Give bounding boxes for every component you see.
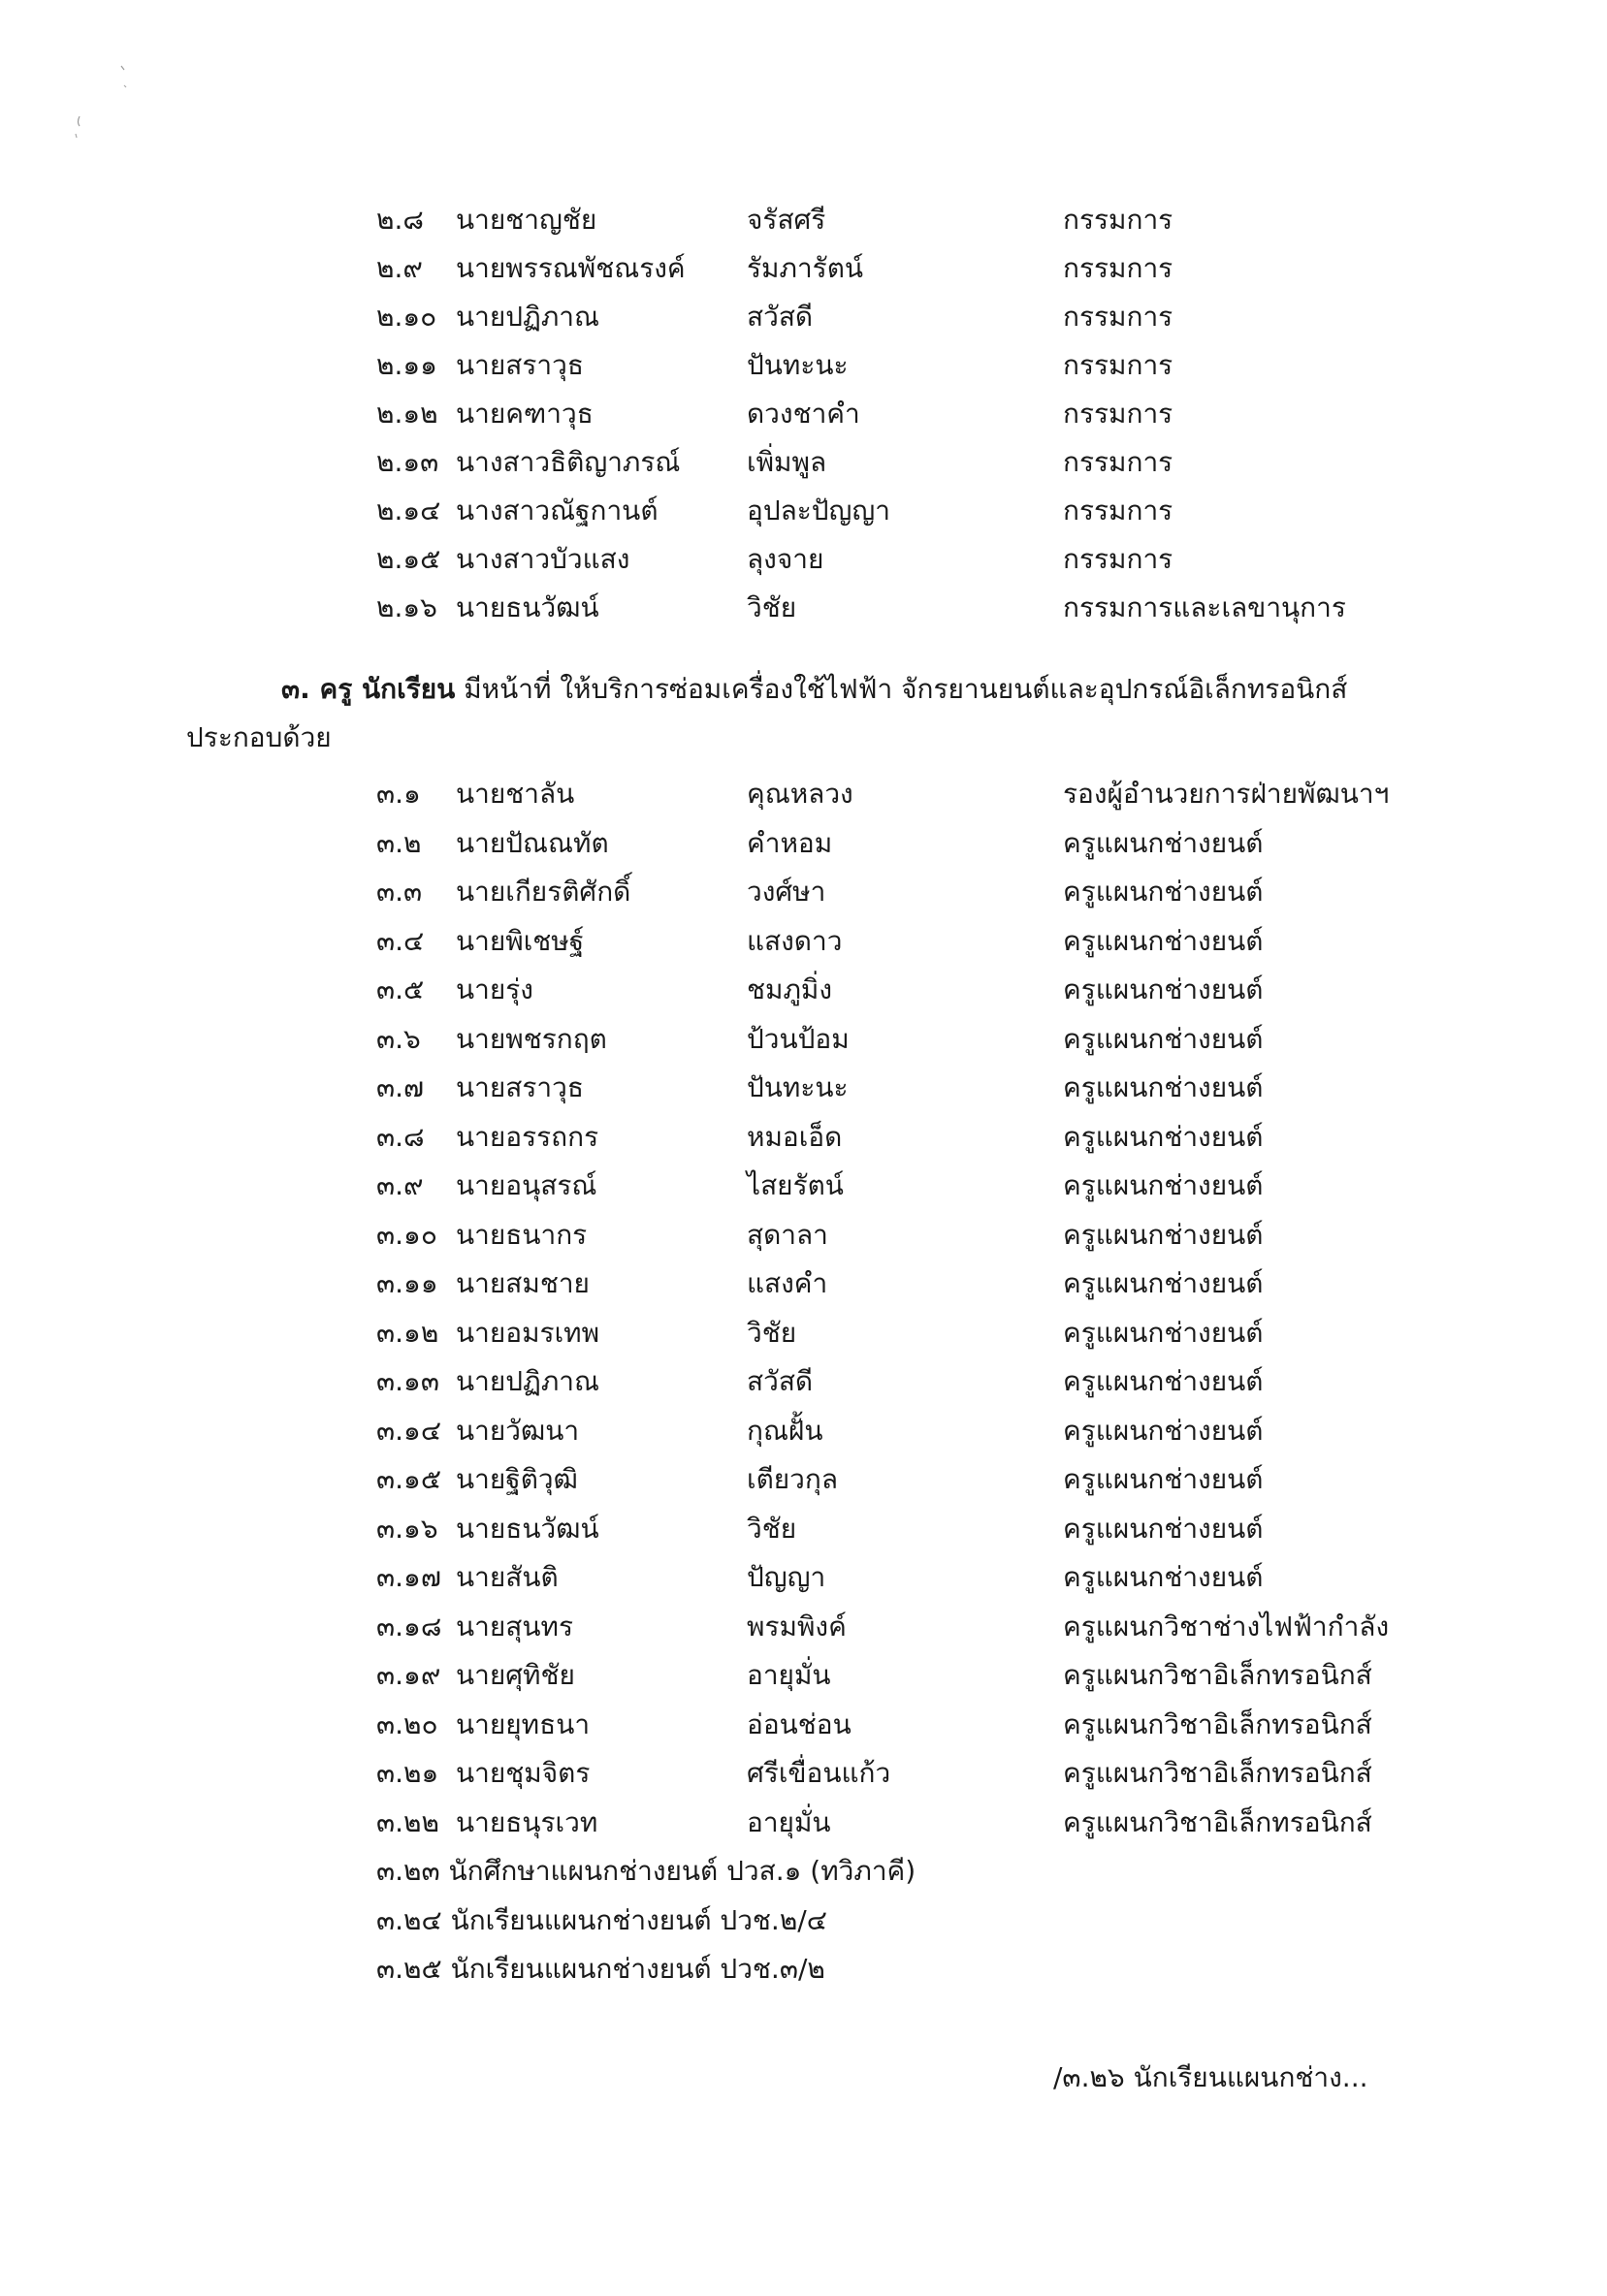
table-row: [0, 1064, 1607, 1112]
first-name: นายสมชาย: [456, 1267, 590, 1299]
last-name: สุดาลา: [747, 1219, 828, 1251]
table-row: [0, 1553, 1607, 1602]
role: ครูแผนกช่างยนต์: [1063, 973, 1264, 1005]
table-row: [0, 966, 1607, 1014]
item-number: ๓.๑๓: [376, 1365, 439, 1397]
last-name: แสงดาว: [747, 925, 843, 957]
table-row: [0, 1260, 1607, 1308]
item-number: ๒.๑๒: [376, 398, 438, 430]
table-row: [0, 1701, 1607, 1749]
table-row: [0, 1309, 1607, 1357]
item-number: ๓.๑๔: [376, 1415, 442, 1447]
item-number: ๓.๑๑: [376, 1267, 438, 1299]
first-name: นายเกียรติศักดิ์: [456, 876, 631, 908]
item-number: ๓.๒๐: [376, 1708, 438, 1740]
first-name: นายธนวัฒน์: [456, 591, 599, 623]
role: ครูแผนกวิชาอิเล็กทรอนิกส์: [1063, 1806, 1372, 1838]
last-name: ดวงชาคำ: [747, 398, 860, 430]
item-number: ๒.๑๓: [376, 446, 439, 478]
role: ครูแผนกช่างยนต์: [1063, 1071, 1264, 1103]
last-name: ปันทะนะ: [747, 349, 849, 381]
role: ครูแผนกช่างยนต์: [1063, 1317, 1264, 1349]
last-name: จรัสศรี: [747, 204, 826, 236]
first-name: นางสาวณัฐกานต์: [456, 494, 659, 526]
list-item: [0, 1945, 1607, 1993]
last-name: วิชัย: [747, 1513, 797, 1545]
first-name: นายชาลัน: [456, 778, 575, 810]
first-name: นายสุนทร: [456, 1610, 573, 1642]
last-name: ศรีเขื่อนแก้ว: [747, 1757, 891, 1789]
first-name: นายธนุรเวท: [456, 1806, 598, 1838]
first-name: นายยุทธนา: [456, 1708, 591, 1740]
first-name: นายรุ่ง: [456, 973, 533, 1005]
last-name: ปันทะนะ: [747, 1071, 849, 1103]
role: ครูแผนกช่างยนต์: [1063, 1365, 1264, 1397]
item-number: ๒.๑๕: [376, 543, 441, 575]
table-row: [0, 819, 1607, 868]
first-name: นายฐิติวุฒิ: [456, 1463, 578, 1495]
last-name: อ่อนช่อน: [747, 1708, 852, 1740]
table-row: [0, 1357, 1607, 1406]
table-row: [0, 1015, 1607, 1064]
last-name: ไสยรัตน์: [747, 1169, 844, 1201]
table-row: [0, 917, 1607, 966]
last-name: อายุมั่น: [747, 1806, 831, 1838]
table-row: [0, 1211, 1607, 1260]
role: ครูแผนกช่างยนต์: [1063, 1463, 1264, 1495]
last-name: วิชัย: [747, 1317, 797, 1349]
item-number: ๒.๙: [376, 252, 423, 284]
item-number: ๓.๑๐: [376, 1219, 437, 1251]
table-row: [0, 1603, 1607, 1651]
role: ครูแผนกช่างยนต์: [1063, 1415, 1264, 1447]
last-name: ชมภูมิ่ง: [747, 973, 833, 1005]
role: ครูแผนกช่างยนต์: [1063, 1121, 1264, 1153]
role: กรรมการ: [1063, 446, 1173, 478]
item-number: ๓.๑๘: [376, 1610, 442, 1642]
last-name: กุณฝั้น: [747, 1415, 823, 1447]
table-row: [0, 1407, 1607, 1455]
continuation-note: /๓.๒๖ นักเรียนแผนกช่าง...: [1053, 2061, 1368, 2093]
last-name: รัมภารัตน์: [747, 252, 864, 284]
first-name: นายปฏิภาณ: [456, 1365, 599, 1397]
item-number: ๓.๙: [376, 1169, 424, 1201]
last-name: อุปละปัญญา: [747, 494, 890, 526]
role: รองผู้อำนวยการฝ่ายพัฒนาฯ: [1063, 778, 1390, 810]
item-number: ๓.๘: [376, 1121, 425, 1153]
first-name: นายชาญชัย: [456, 204, 597, 236]
last-name: ลุงจาย: [747, 543, 824, 575]
role: ครูแผนกช่างยนต์: [1063, 1267, 1264, 1299]
role: กรรมการ: [1063, 204, 1173, 236]
item-number: ๒.๑๔: [376, 494, 441, 526]
item-number: ๒.๑๑: [376, 349, 437, 381]
table-row: [0, 1651, 1607, 1700]
table-row: [0, 1749, 1607, 1798]
first-name: นายปัณณทัต: [456, 827, 609, 859]
last-name: หมอเอ็ด: [747, 1121, 843, 1153]
role: ครูแผนกช่างยนต์: [1063, 925, 1264, 957]
table-row: [0, 487, 1607, 535]
item-number: ๓.๑๙: [376, 1659, 441, 1691]
role: กรรมการ: [1063, 349, 1173, 381]
table-row: [0, 1505, 1607, 1553]
first-name: นายวัฒนา: [456, 1415, 580, 1447]
item-number: ๓.๗: [376, 1071, 425, 1103]
section-3-intro-line: [281, 665, 1347, 714]
first-name: นายพชรกฤต: [456, 1023, 607, 1055]
student-group: ๓.๒๔ นักเรียนแผนกช่างยนต์ ปวช.๒/๔: [376, 1904, 827, 1936]
role: ครูแผนกช่างยนต์: [1063, 876, 1264, 908]
role: ครูแผนกช่างยนต์: [1063, 1219, 1264, 1251]
section-3-duty-text: มีหน้าที่ ให้บริการซ่อมเครื่องใช้ไฟฟ้า จักรยานยนต์และอุปกรณ์อิเล็กทรอนิกส์: [455, 673, 1348, 705]
last-name: วงศ์ษา: [747, 876, 826, 908]
last-name: ปัญญา: [747, 1561, 826, 1593]
role: ครูแผนกวิชาอิเล็กทรอนิกส์: [1063, 1659, 1372, 1691]
section-3-heading: ๓. ครู นักเรียน: [281, 673, 456, 705]
item-number: ๓.๑๖: [376, 1513, 438, 1545]
table-row: [0, 1455, 1607, 1504]
last-name: คำหอม: [747, 827, 833, 859]
role: กรรมการ: [1063, 494, 1173, 526]
last-name: สวัสดี: [747, 301, 814, 333]
role: ครูแผนกช่างยนต์: [1063, 1023, 1264, 1055]
role: ครูแผนกช่างยนต์: [1063, 1513, 1264, 1545]
student-group: ๓.๒๕ นักเรียนแผนกช่างยนต์ ปวช.๓/๒: [376, 1953, 825, 1985]
item-number: ๒.๘: [376, 204, 424, 236]
first-name: นายคฑาวุธ: [456, 398, 594, 430]
first-name: นายปฏิภาณ: [456, 301, 599, 333]
role: กรรมการและเลขานุการ: [1063, 591, 1346, 623]
item-number: ๓.๒๑: [376, 1757, 439, 1789]
item-number: ๓.๓: [376, 876, 423, 908]
first-name: นางสาวบัวแสง: [456, 543, 630, 575]
table-row: [0, 868, 1607, 916]
last-name: สวัสดี: [747, 1365, 814, 1397]
first-name: นายสันติ: [456, 1561, 559, 1593]
first-name: นายพิเชษฐ์: [456, 925, 585, 957]
first-name: นางสาวธิติญาภรณ์: [456, 446, 681, 478]
item-number: ๒.๑๖: [376, 591, 437, 623]
first-name: นายอรรถกร: [456, 1121, 599, 1153]
table-row: [0, 1799, 1607, 1847]
first-name: นายธนากร: [456, 1219, 588, 1251]
table-row: [0, 244, 1607, 293]
table-row: [0, 293, 1607, 341]
table-row: [0, 196, 1607, 244]
item-number: ๓.๑๗: [376, 1561, 441, 1593]
item-number: ๒.๑๐: [376, 301, 437, 333]
role: ครูแผนกวิชาอิเล็กทรอนิกส์: [1063, 1757, 1372, 1789]
table-row: [0, 770, 1607, 818]
first-name: นายอมรเทพ: [456, 1317, 600, 1349]
student-group: ๓.๒๓ นักศึกษาแผนกช่างยนต์ ปวส.๑ (ทวิภาคี): [376, 1855, 916, 1887]
last-name: วิชัย: [747, 591, 797, 623]
first-name: นายสราวุธ: [456, 349, 584, 381]
last-name: คุณหลวง: [747, 778, 853, 810]
role: ครูแผนกช่างยนต์: [1063, 827, 1264, 859]
last-name: พรมพิงค์: [747, 1610, 847, 1642]
list-item: [0, 1847, 1607, 1896]
table-row: [0, 535, 1607, 584]
item-number: ๓.๒: [376, 827, 422, 859]
item-number: ๓.๑๒: [376, 1317, 439, 1349]
role: ครูแผนกวิชาอิเล็กทรอนิกส์: [1063, 1708, 1372, 1740]
first-name: นายอนุสรณ์: [456, 1169, 597, 1201]
section-3-intro-continuation: ประกอบด้วย: [186, 721, 332, 753]
item-number: ๓.๑๕: [376, 1463, 442, 1495]
item-number: ๓.๖: [376, 1023, 421, 1055]
last-name: แสงคำ: [747, 1267, 828, 1299]
table-row: [0, 1113, 1607, 1162]
role: กรรมการ: [1063, 398, 1173, 430]
list-item: [0, 1897, 1607, 1945]
table-row: [0, 390, 1607, 438]
role: กรรมการ: [1063, 301, 1173, 333]
scan-marks: [68, 58, 145, 145]
last-name: อายุมั่น: [747, 1659, 831, 1691]
table-row: [0, 1162, 1607, 1210]
first-name: นายธนวัฒน์: [456, 1513, 599, 1545]
first-name: นายศุทิชัย: [456, 1659, 575, 1691]
first-name: นายชุมจิตร: [456, 1757, 591, 1789]
table-row: [0, 341, 1607, 390]
first-name: นายพรรณพัชณรงค์: [456, 252, 686, 284]
role: กรรมการ: [1063, 252, 1173, 284]
role: ครูแผนกวิชาช่างไฟฟ้ากำลัง: [1063, 1610, 1390, 1642]
item-number: ๓.๑: [376, 778, 421, 810]
item-number: ๓.๕: [376, 973, 425, 1005]
role: ครูแผนกช่างยนต์: [1063, 1169, 1264, 1201]
role: กรรมการ: [1063, 543, 1173, 575]
last-name: เตียวกุล: [747, 1463, 838, 1495]
table-row: [0, 438, 1607, 487]
role: ครูแผนกช่างยนต์: [1063, 1561, 1264, 1593]
last-name: ป้วนป้อม: [747, 1023, 850, 1055]
table-row: [0, 584, 1607, 632]
item-number: ๓.๒๒: [376, 1806, 439, 1838]
first-name: นายสราวุธ: [456, 1071, 584, 1103]
last-name: เพิ่มพูล: [747, 446, 827, 478]
item-number: ๓.๔: [376, 925, 425, 957]
